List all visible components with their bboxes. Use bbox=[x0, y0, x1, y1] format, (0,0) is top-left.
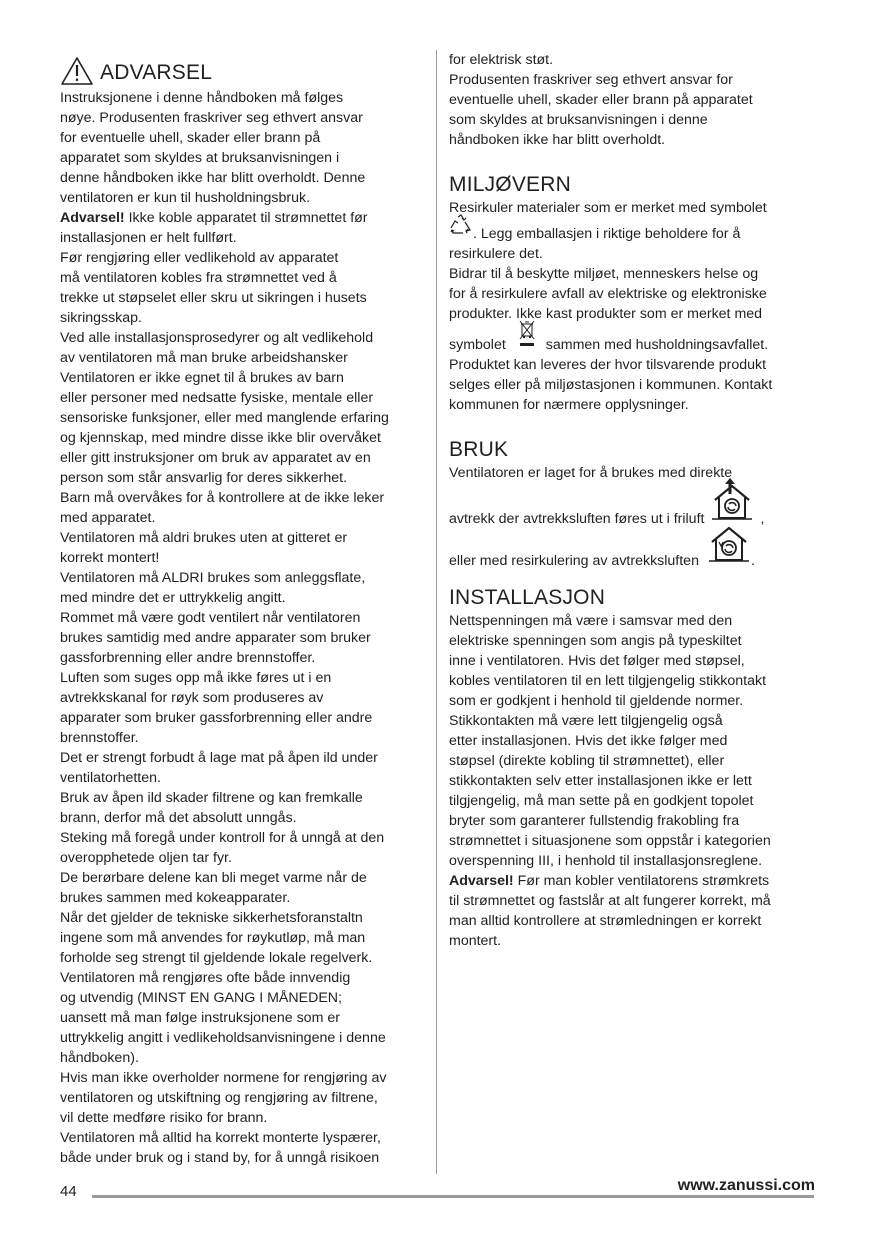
text-line: apparater som bruker gassforbrenning eller andre bbox=[60, 710, 373, 726]
miljo-recycle-row bbox=[449, 218, 821, 244]
text-line: må ventilatoren kobles fra strømnettet ved å bbox=[60, 270, 337, 286]
bruk-ducted-row bbox=[449, 483, 821, 529]
text-line: denne håndboken ikke har blitt overholdt. Denne bbox=[60, 170, 366, 186]
text-line: eller gitt instruksjoner om bruk av apparatet av en bbox=[60, 450, 371, 466]
text-line: og utvendig (MINST EN GANG I MÅNEDEN; bbox=[60, 990, 342, 1006]
text-line: overspenning III, i henhold til installasjonsreglene. bbox=[449, 853, 763, 869]
text-line: Det er strengt forbudt å lage mat på åpen ild under bbox=[60, 750, 378, 766]
warning-triangle-icon bbox=[60, 56, 94, 91]
text-line: eventuelle uhell, skader eller brann på apparatet bbox=[449, 92, 753, 108]
text-line: håndboken ikke har blitt overholdt. bbox=[449, 132, 666, 148]
text-line: Produsenten fraskriver seg ethvert ansvar for bbox=[449, 72, 733, 88]
text-line: ventilatorhetten. bbox=[60, 770, 161, 786]
miljo-line: . Legg emballasjen i riktige beholdere for å bbox=[473, 226, 741, 242]
text-line: strømnettet i situasjonene som oppstår i kategorien bbox=[449, 833, 771, 849]
ducted-extraction-icon bbox=[710, 478, 754, 527]
text-line: ingene som må anvendes for røykutløp, må man bbox=[60, 930, 366, 946]
miljo-line: selges eller på miljøstasjonen i kommunen. Kontakt bbox=[449, 377, 773, 393]
installation-text bbox=[449, 611, 821, 951]
text-line: Advarsel! Ikke koble apparatet til strømnettet før bbox=[60, 210, 368, 226]
text-line: inne i ventilatoren. Hvis det følger med støpsel, bbox=[449, 653, 745, 669]
text-line: Rommet må være godt ventilert når ventilatoren bbox=[60, 610, 361, 626]
text-line: sikringsskap. bbox=[60, 310, 143, 326]
text-line: brukes sammen med kokeapparater. bbox=[60, 890, 291, 906]
bruk-line: avtrekk der avtrekksluften føres ut i friluft bbox=[449, 511, 705, 527]
text-line: sensoriske funksjoner, eller med manglende erfaring bbox=[60, 410, 389, 426]
text-line: som er godkjent i henhold til gjeldende normer. bbox=[449, 693, 744, 709]
text-line: med apparatet. bbox=[60, 510, 156, 526]
text-line: Nettspenningen må være i samsvar med den bbox=[449, 613, 733, 629]
warning-title: ADVARSEL bbox=[100, 61, 213, 84]
text-line: stikkontakten selv etter installasjonen ikke er lett bbox=[449, 773, 752, 789]
text-line: Ventilatoren er ikke egnet til å brukes av barn bbox=[60, 370, 344, 386]
text-line: støpsel (direkte kobling til strømnettet), eller bbox=[449, 753, 725, 769]
text-line: De berørbare delene kan bli meget varme når de bbox=[60, 870, 367, 886]
text-line: Luften som suges opp må ikke føres ut i en bbox=[60, 670, 332, 686]
footer-url: www.zanussi.com bbox=[677, 1177, 815, 1194]
section-title-installasjon: INSTALLASJON bbox=[449, 586, 606, 609]
bruk-recirculation-row bbox=[449, 529, 821, 571]
text-line: av ventilatoren må man bruke arbeidshansker bbox=[60, 350, 348, 366]
text-line: forholde seg strengt til gjeldende lokale regelverk. bbox=[60, 950, 373, 966]
text-line: person som står ansvarlig for deres sikkerhet. bbox=[60, 470, 348, 486]
left-column bbox=[60, 58, 432, 1168]
bold-warning-label: Advarsel! bbox=[449, 873, 514, 889]
recycle-icon bbox=[449, 214, 473, 241]
text-line: uttrykkelig angitt i vedlikeholdsanvisningene i denne bbox=[60, 1030, 386, 1046]
text-line: Ved alle installasjonsprosedyrer og alt vedlikehold bbox=[60, 330, 374, 346]
bruk-line: eller med resirkulering av avtrekksluften bbox=[449, 553, 699, 569]
text-line: elektriske spenningen som angis på typeskiltet bbox=[449, 633, 742, 649]
text-line: Advarsel! Før man kobler ventilatorens strømkrets bbox=[449, 873, 770, 889]
crossed-bin-icon bbox=[518, 320, 536, 353]
text-line: Når det gjelder de tekniske sikkerhetsforanstaltn bbox=[60, 910, 363, 926]
warning-continuation bbox=[449, 50, 821, 150]
text-line: med mindre det er uttrykkelig angitt. bbox=[60, 590, 286, 606]
text-line: brennstoffer. bbox=[60, 730, 139, 746]
column-divider bbox=[436, 50, 437, 1174]
miljo-line: Bidrar til å beskytte miljøet, menneskers helse og bbox=[449, 266, 759, 282]
text-line: ventilatoren er kun til husholdningsbruk. bbox=[60, 190, 311, 206]
text-line: og kjennskap, med mindre disse ikke blir overvåket bbox=[60, 430, 381, 446]
text-line: Barn må overvåkes for å kontrollere at de ikke leker bbox=[60, 490, 385, 506]
text-line: overopphetede oljen tar fyr. bbox=[60, 850, 232, 866]
bruk-line: Ventilatoren er laget for å brukes med direkte bbox=[449, 465, 733, 481]
text-line: tilgjengelig, må man sette på en godkjent topolet bbox=[449, 793, 754, 809]
text-line: installasjonen er helt fullført. bbox=[60, 230, 237, 246]
text-line: Før rengjøring eller vedlikehold av apparatet bbox=[60, 250, 339, 266]
warning-text bbox=[60, 88, 432, 1168]
miljo-weee-row bbox=[449, 324, 821, 355]
text-line: for eventuelle uhell, skader eller brann på bbox=[60, 130, 321, 146]
section-title-miljovern: MILJØVERN bbox=[449, 173, 571, 196]
text-line: håndboken). bbox=[60, 1050, 139, 1066]
text-line: kobles ventilatoren til en lett tilgjengelig stikkontakt bbox=[449, 673, 767, 689]
text-line: Ventilatoren må alltid ha korrekt monterte lyspærer, bbox=[60, 1130, 381, 1146]
text-line: for elektrisk støt. bbox=[449, 52, 554, 68]
text-line: brann, derfor må det absolutt unngås. bbox=[60, 810, 297, 826]
text-line: ventilatoren og utskiftning og rengjøring av filtrene, bbox=[60, 1090, 378, 1106]
bold-warning-label: Advarsel! bbox=[60, 210, 125, 226]
right-column bbox=[449, 50, 821, 951]
footer-rule bbox=[92, 1195, 814, 1198]
text-line: til strømnettet og fastslår at alt fungerer korrekt, må bbox=[449, 893, 771, 909]
miljo-line: Produktet kan leveres der hvor tilsvarende produkt bbox=[449, 357, 767, 373]
text-line: Hvis man ikke overholder normene for rengjøring av bbox=[60, 1070, 387, 1086]
text-line: bryter som garanterer fullstendig frakobling fra bbox=[449, 813, 740, 829]
text-line: eller personer med nedsatte fysiske, mentale eller bbox=[60, 390, 374, 406]
text-line: Ventilatoren må aldri brukes uten at gitteret er bbox=[60, 530, 348, 546]
bruk-line: . bbox=[750, 553, 755, 569]
text-line: avtrekkskanal for røyk som produseres av bbox=[60, 690, 324, 706]
miljo-line: Resirkuler materialer som er merket med symbolet bbox=[449, 200, 767, 216]
text-line: vil dette medføre risiko for brann. bbox=[60, 1110, 268, 1126]
text-line: etter installasjonen. Hvis det ikke følger med bbox=[449, 733, 728, 749]
page-number: 44 bbox=[60, 1183, 77, 1200]
text-line: Ventilatoren må ALDRI brukes som anleggsflate, bbox=[60, 570, 366, 586]
miljo-line: kommunen for nærmere opplysninger. bbox=[449, 397, 689, 413]
text-line: apparatet som skyldes at bruksanvisningen i bbox=[60, 150, 340, 166]
text-line: man alltid kontrollere at strømledningen er korrekt bbox=[449, 913, 762, 929]
text-line: gassforbrenning eller andre brennstoffer. bbox=[60, 650, 316, 666]
text-line: Instruksjonene i denne håndboken må følges bbox=[60, 90, 344, 106]
text-line: brukes samtidig med andre apparater som bruker bbox=[60, 630, 371, 646]
warning-heading bbox=[60, 58, 432, 88]
text-line: korrekt montert! bbox=[60, 550, 160, 566]
text-line: nøye. Produsenten fraskriver seg ethvert ansvar bbox=[60, 110, 363, 126]
text-line: uansett må man følge instruksjonene som er bbox=[60, 1010, 340, 1026]
text-line: Stikkontakten må være lett tilgjengelig også bbox=[449, 713, 723, 729]
recirculation-icon bbox=[707, 524, 751, 569]
miljo-line: resirkulere det. bbox=[449, 246, 543, 262]
text-line: som skyldes at bruksanvisningen i denne bbox=[449, 112, 708, 128]
section-title-bruk: BRUK bbox=[449, 438, 509, 461]
text-line: både under bruk og i stand by, for å unngå risikoen bbox=[60, 1150, 380, 1166]
text-line: Steking må foregå under kontroll for å unngå at den bbox=[60, 830, 385, 846]
bruk-line: , bbox=[760, 511, 765, 527]
miljo-line: produkter. Ikke kast produkter som er merket med bbox=[449, 306, 763, 322]
text-line: trekke ut støpselet eller skru ut sikringen i husets bbox=[60, 290, 367, 306]
text-line: Ventilatoren må rengjøres ofte både innvendig bbox=[60, 970, 351, 986]
miljo-line: sammen med husholdningsavfallet. bbox=[545, 337, 769, 353]
miljo-line: for å resirkulere avfall av elektriske og elektroniske bbox=[449, 286, 767, 302]
miljo-line: symbolet bbox=[449, 337, 506, 353]
text-line: montert. bbox=[449, 933, 502, 949]
text-line: Bruk av åpen ild skader filtrene og kan fremkalle bbox=[60, 790, 363, 806]
